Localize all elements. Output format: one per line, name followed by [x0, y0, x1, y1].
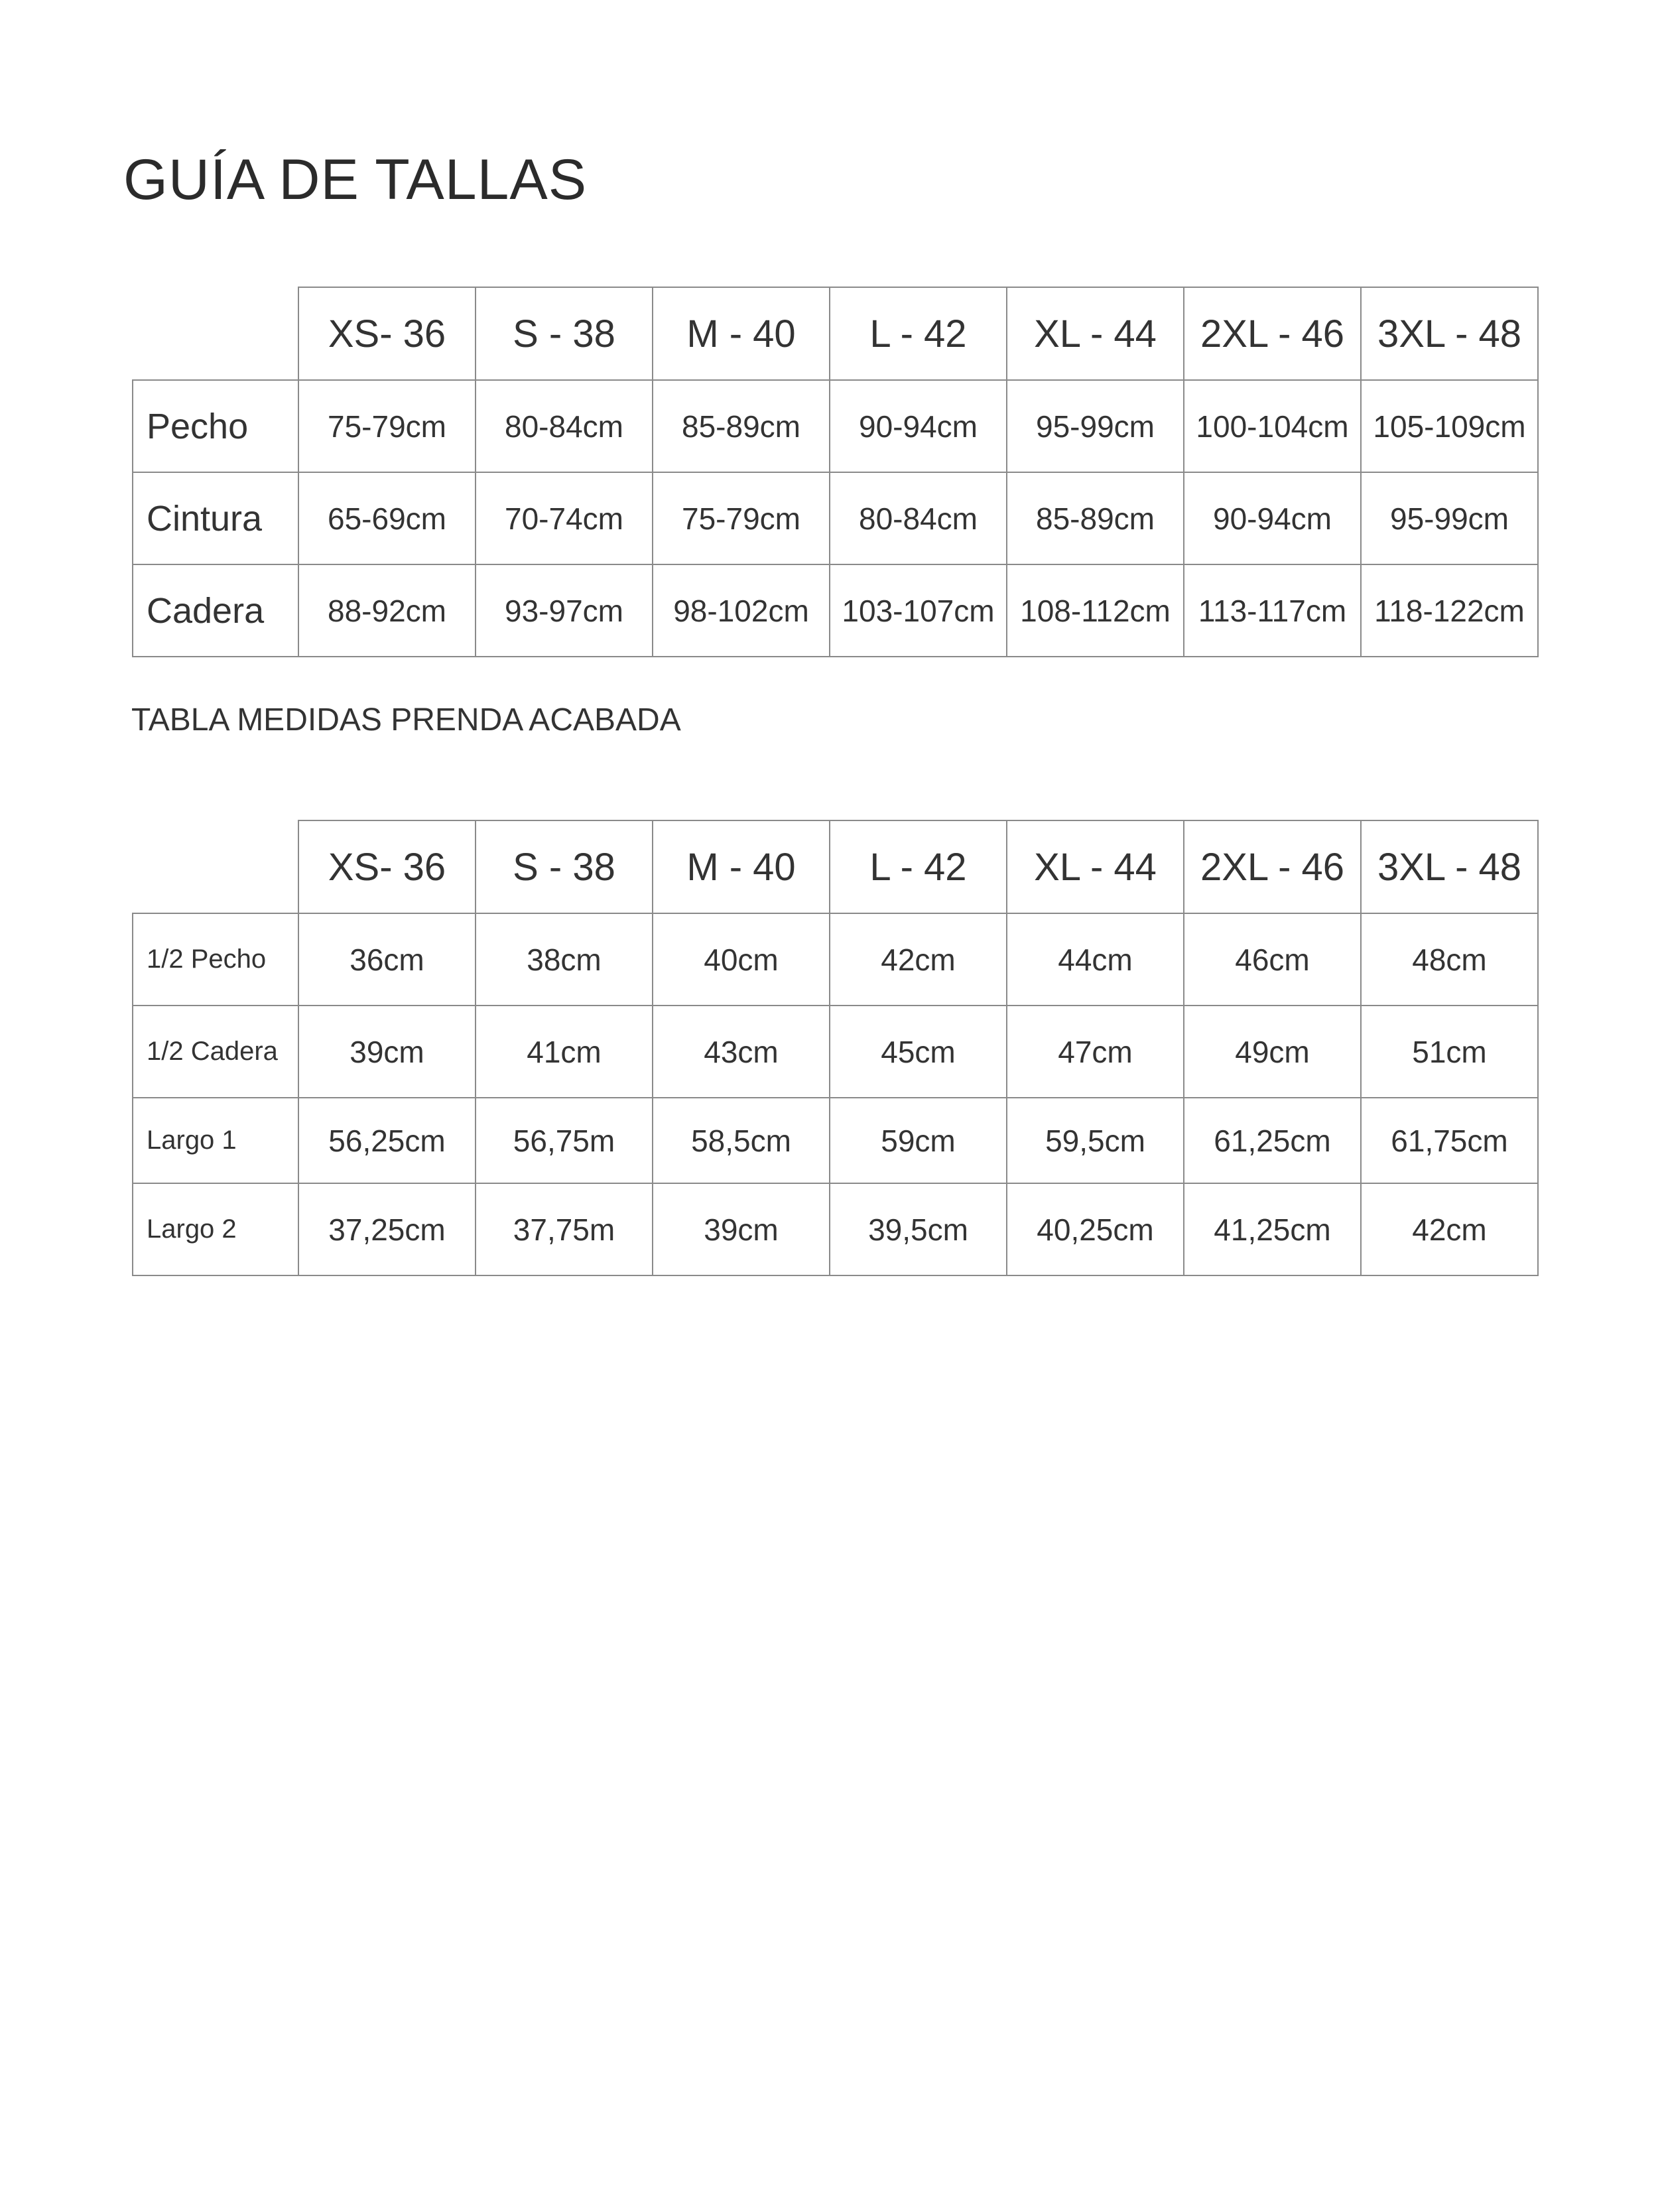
- table-cell: 39cm: [653, 1183, 830, 1275]
- table-cell: 42cm: [1361, 1183, 1538, 1275]
- size-header-m: M - 40: [653, 820, 830, 913]
- table-cell: 75-79cm: [298, 380, 476, 472]
- section-title: TABLA MEDIDAS PRENDA ACABADA: [131, 702, 681, 738]
- table-cell: 49cm: [1184, 1006, 1361, 1098]
- size-header-xl: XL - 44: [1007, 820, 1184, 913]
- table-cell: 40,25cm: [1007, 1183, 1184, 1275]
- corner-cell: [133, 287, 298, 380]
- table-cell: 61,25cm: [1184, 1098, 1361, 1183]
- table-cell: 59cm: [830, 1098, 1007, 1183]
- row-label: 1/2 Pecho: [133, 913, 298, 1006]
- row-label: Largo 1: [133, 1098, 298, 1183]
- garment-measurements-table: [132, 820, 1539, 1276]
- table-cell: 75-79cm: [653, 472, 830, 564]
- size-header-row: [133, 820, 1538, 913]
- table-cell: 42cm: [830, 913, 1007, 1006]
- table-cell: 105-109cm: [1361, 380, 1538, 472]
- table-row: [133, 1006, 1538, 1098]
- table-cell: 47cm: [1007, 1006, 1184, 1098]
- table-cell: 108-112cm: [1007, 564, 1184, 657]
- table-cell: 95-99cm: [1007, 380, 1184, 472]
- size-header-xs: XS- 36: [298, 287, 476, 380]
- size-header-xs: XS- 36: [298, 820, 476, 913]
- table-cell: 56,25cm: [298, 1098, 476, 1183]
- table-cell: 43cm: [653, 1006, 830, 1098]
- table-row: [133, 1183, 1538, 1275]
- table-cell: 37,75m: [476, 1183, 653, 1275]
- table-cell: 85-89cm: [653, 380, 830, 472]
- table-cell: 80-84cm: [476, 380, 653, 472]
- table-cell: 48cm: [1361, 913, 1538, 1006]
- table-cell: 39,5cm: [830, 1183, 1007, 1275]
- table-cell: 41,25cm: [1184, 1183, 1361, 1275]
- table-cell: 88-92cm: [298, 564, 476, 657]
- table-cell: 118-122cm: [1361, 564, 1538, 657]
- size-header-3xl: 3XL - 48: [1361, 820, 1538, 913]
- page-title: GUÍA DE TALLAS: [123, 148, 588, 212]
- size-header-l: L - 42: [830, 820, 1007, 913]
- table-cell: 37,25cm: [298, 1183, 476, 1275]
- size-header-m: M - 40: [653, 287, 830, 380]
- table-cell: 44cm: [1007, 913, 1184, 1006]
- table-cell: 70-74cm: [476, 472, 653, 564]
- table-cell: 61,75cm: [1361, 1098, 1538, 1183]
- corner-cell: [133, 820, 298, 913]
- table-cell: 40cm: [653, 913, 830, 1006]
- table-row: [133, 564, 1538, 657]
- table-row: [133, 472, 1538, 564]
- row-label: Largo 2: [133, 1183, 298, 1275]
- size-header-2xl: 2XL - 46: [1184, 820, 1361, 913]
- table-cell: 65-69cm: [298, 472, 476, 564]
- size-header-row: [133, 287, 1538, 380]
- table-cell: 113-117cm: [1184, 564, 1361, 657]
- size-header-2xl: 2XL - 46: [1184, 287, 1361, 380]
- table-row: [133, 380, 1538, 472]
- row-label: Cintura: [133, 472, 298, 564]
- size-header-xl: XL - 44: [1007, 287, 1184, 380]
- table-cell: 85-89cm: [1007, 472, 1184, 564]
- table-cell: 80-84cm: [830, 472, 1007, 564]
- table-cell: 100-104cm: [1184, 380, 1361, 472]
- table-cell: 90-94cm: [1184, 472, 1361, 564]
- table-cell: 103-107cm: [830, 564, 1007, 657]
- size-header-3xl: 3XL - 48: [1361, 287, 1538, 380]
- table-cell: 56,75m: [476, 1098, 653, 1183]
- size-header-s: S - 38: [476, 287, 653, 380]
- table-cell: 93-97cm: [476, 564, 653, 657]
- table-row: [133, 913, 1538, 1006]
- table-cell: 98-102cm: [653, 564, 830, 657]
- table-cell: 41cm: [476, 1006, 653, 1098]
- table-cell: 36cm: [298, 913, 476, 1006]
- table-row: [133, 1098, 1538, 1183]
- table-cell: 51cm: [1361, 1006, 1538, 1098]
- size-header-s: S - 38: [476, 820, 653, 913]
- table-cell: 46cm: [1184, 913, 1361, 1006]
- size-header-l: L - 42: [830, 287, 1007, 380]
- body-measurements-table: [132, 287, 1539, 657]
- row-label: Pecho: [133, 380, 298, 472]
- table-cell: 39cm: [298, 1006, 476, 1098]
- row-label: Cadera: [133, 564, 298, 657]
- table-cell: 45cm: [830, 1006, 1007, 1098]
- table-cell: 58,5cm: [653, 1098, 830, 1183]
- table-cell: 59,5cm: [1007, 1098, 1184, 1183]
- table-cell: 95-99cm: [1361, 472, 1538, 564]
- table-cell: 38cm: [476, 913, 653, 1006]
- row-label: 1/2 Cadera: [133, 1006, 298, 1098]
- table-cell: 90-94cm: [830, 380, 1007, 472]
